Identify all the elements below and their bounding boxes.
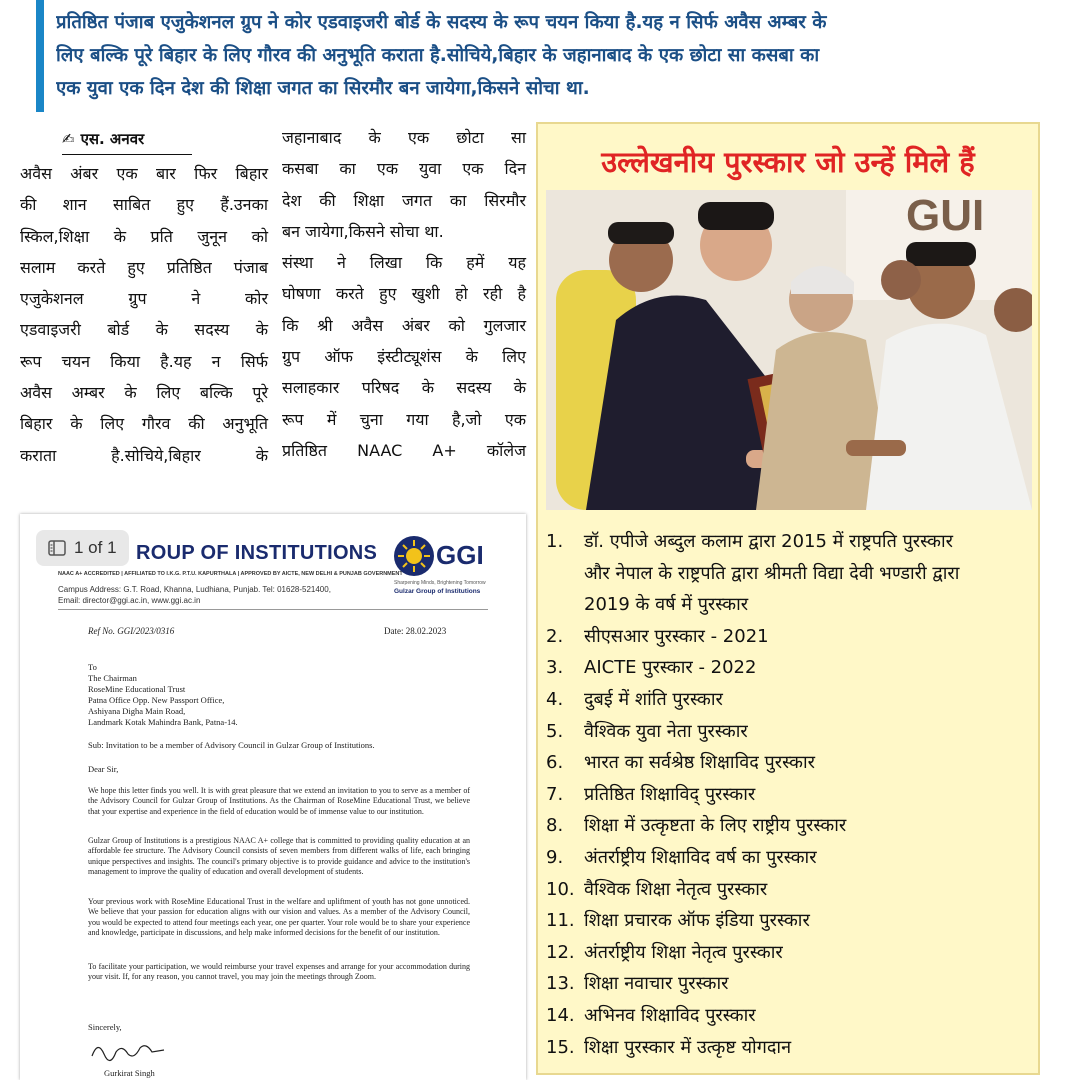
award-number: 13. <box>546 973 575 995</box>
award-item <box>546 747 1036 779</box>
award-number: 6. <box>546 752 564 774</box>
award-number: 1. <box>546 531 564 552</box>
banner-accent-bar <box>36 0 44 112</box>
article-line: एजुकेशनल ग्रुप ने कोर <box>20 289 268 309</box>
awards-title: उल्लेखनीय पुरस्कार जो उन्हें मिले हैं <box>601 145 975 179</box>
award-text: प्रतिष्ठित शिक्षाविद् पुरस्कार <box>584 783 756 805</box>
award-text: अभिनव शिक्षाविद पुरस्कार <box>584 1004 756 1026</box>
award-text: डॉ. एपीजे अब्दुल कलाम द्वारा 2015 में राष्ट्रपति पुरस्कार और नेपाल के राष्ट्रपति द्वारा श्रीमती विद्या देवी भण्डारी द्वारा 2019 के वर्ष में पुरस्कार <box>584 531 960 616</box>
award-item <box>546 842 1036 874</box>
article-line: सलाम करते हुए प्रतिष्ठित पंजाब <box>20 257 268 277</box>
letter-paragraph: Gulzar Group of Institutions is a prestigious NAAC A+ college that is committed to providing quality education at an affordable fee structure. The Advisory Council consists of seven members from different walks of life, each bringing unique perspectives and insights. The council's primary objective is to provide guidance and advice to the institution's management to improve the quality of education and overall development of students. <box>88 836 470 876</box>
award-item <box>546 937 1036 969</box>
logo-tagline: Sharpening Minds, Brightening Tomorrow <box>394 580 486 586</box>
award-text: शिक्षा नवाचार पुरस्कार <box>584 973 729 995</box>
campus-address: Campus Address: G.T. Road, Khanna, Ludhiana, Punjab. Tel: 01628-521400, <box>58 585 331 594</box>
article-column-middle <box>282 122 526 466</box>
article-line: घोषणा करते हुए खुशी हो रही है <box>282 284 526 304</box>
article-line: कसबा का एक युवा एक दिन <box>282 159 526 179</box>
award-number: 3. <box>546 657 564 679</box>
invitation-letter <box>20 514 526 1080</box>
awards-panel <box>536 122 1040 1075</box>
award-text: शिक्षा में उत्कृष्टता के लिए राष्ट्रीय पुरस्कार <box>584 815 847 837</box>
letter-paragraph: Your previous work with RoseMine Educational Trust in the welfare and upliftment of youth has not gone unnoticed. We believe that your passion for education aligns with our vision and values. As a member of the Advisory Council, you would be expected to attend four meetings each year, one per quarter. Your role would be to share your experience and knowledge, participate in discussions, and help make informed decisions for the benefit of our institution. <box>88 897 470 937</box>
page-counter-label: 1 of 1 <box>74 538 117 557</box>
article-line: संस्था ने लिखा कि हमें यह <box>282 253 526 273</box>
award-item <box>546 779 1036 811</box>
article-line: प्रतिष्ठित NAAC A+ कॉलेज <box>282 440 526 460</box>
award-item <box>546 810 1036 842</box>
award-item <box>546 905 1036 937</box>
letter-greeting: Dear Sir, <box>88 764 119 774</box>
letterhead-title: ROUP OF INSTITUTIONS <box>136 542 378 564</box>
letter-paragraph: To facilitate your participation, we would reimburse your travel expenses and arrange for your accommodation during your visit. If, for any reason, you cannot travel, you may join the meetings through Zoom. <box>88 962 470 982</box>
award-number: 2. <box>546 625 564 647</box>
award-number: 14. <box>546 1004 575 1026</box>
article-line: कि श्री अवैस अंबर को गुलजार <box>282 315 526 335</box>
accreditation-line: NAAC A+ ACCREDITED | AFFILIATED TO I.K.G. P.T.U. KAPURTHALA | APPROVED BY AICTE, NEW DELHI & PUNJAB GOVERNMENT <box>58 571 403 577</box>
page-counter[interactable] <box>36 530 129 566</box>
letterhead-divider <box>58 609 488 610</box>
backdrop-text: GUI <box>906 191 985 240</box>
award-item <box>546 684 1036 716</box>
signer-name: Gurkirat Singh <box>104 1068 155 1078</box>
reference-number: Ref No. GGI/2023/0316 <box>88 626 175 636</box>
award-item <box>546 621 1036 653</box>
byline-underline <box>62 154 192 155</box>
top-banner <box>0 0 1080 112</box>
award-number: 5. <box>546 720 564 742</box>
award-number: 7. <box>546 783 564 805</box>
signature-icon <box>88 1036 168 1066</box>
award-number: 8. <box>546 815 564 837</box>
award-number: 11. <box>546 910 575 932</box>
award-text: शिक्षा पुरस्कार में उत्कृष्ट योगदान <box>584 1036 792 1058</box>
award-item <box>546 1032 1036 1064</box>
letter-date: Date: 28.02.2023 <box>384 626 447 636</box>
award-number: 12. <box>546 941 575 963</box>
award-text: अंतर्राष्ट्रीय शिक्षा नेतृत्व पुरस्कार <box>584 941 783 963</box>
photo-illustration <box>546 190 1032 510</box>
award-text: AICTE पुरस्कार - 2022 <box>584 657 757 679</box>
award-text: वैश्विक युवा नेता पुरस्कार <box>584 720 748 742</box>
award-number: 4. <box>546 688 564 710</box>
article-line: रूप में चुना गया है,जो एक <box>282 409 526 429</box>
award-item <box>546 526 1036 621</box>
article-line: बिहार के लिए गौरव की अनुभूति <box>20 414 268 434</box>
author-name: एस. अनवर <box>80 130 145 148</box>
article-line: अवैस अम्बर के लिए बल्कि पूरे <box>20 383 268 403</box>
award-item <box>546 968 1036 1000</box>
article-line: सलाहकार परिषद के सदस्य के <box>282 378 526 398</box>
award-text: भारत का सर्वश्रेष्ठ शिक्षाविद पुरस्कार <box>584 752 815 774</box>
banner-text <box>56 6 1056 105</box>
letter-closing: Sincerely, <box>88 1022 122 1032</box>
award-ceremony-photo <box>546 190 1032 510</box>
article-line: रूप चयन किया है.यह न सिर्फ <box>20 351 268 371</box>
award-text: सीएसआर पुरस्कार - 2021 <box>584 625 769 647</box>
award-item <box>546 874 1036 906</box>
award-text: वैश्विक शिक्षा नेतृत्व पुरस्कार <box>584 878 768 900</box>
article-line: जहानाबाद के एक छोटा सा <box>282 128 526 147</box>
recipient-address: To The Chairman RoseMine Educational Trust Patna Office Opp. New Passport Office, Ashiyana Digha Main Road, Landmark Kotak Mahindra Bank, Patna-14. <box>88 662 238 727</box>
letter-paragraph: We hope this letter finds you well. It is with great pleasure that we extend an invitation to you to serve as a member of the Advisory Council for Gulzar Group of Institutions. As the Chairman of RoseMine Educational Trust, we believe that your expertise and experience in the field of education would be of immense value to our institution. <box>88 786 470 816</box>
award-number: 10. <box>546 878 575 900</box>
ggi-emblem-icon <box>394 536 434 576</box>
article-line: ग्रुप ऑफ इंस्टीट्यूशंस के लिए <box>282 347 526 367</box>
award-item <box>546 716 1036 748</box>
logo-org-name: Gulzar Group of Institutions <box>394 588 481 595</box>
award-text: अंतर्राष्ट्रीय शिक्षाविद वर्ष का पुरस्कार <box>584 846 817 868</box>
byline <box>62 126 144 152</box>
award-number: 15. <box>546 1036 575 1058</box>
page-list-icon <box>48 540 66 556</box>
banner-line: प्रतिष्ठित पंजाब एजुकेशनल ग्रुप ने कोर एडवाइजरी बोर्ड के सदस्य के रूप चयन किया है.यह न सिर्फ अवैस अम्बर के <box>56 12 827 33</box>
letter-subject: Sub: Invitation to be a member of Advisory Council in Gulzar Group of Institutions. <box>88 740 375 750</box>
contact-email: Email: director@ggi.ac.in, www.ggi.ac.in <box>58 596 201 605</box>
award-item <box>546 652 1036 684</box>
award-item <box>546 1000 1036 1032</box>
award-number: 9. <box>546 846 564 868</box>
article-line: स्किल,शिक्षा के प्रति जुनून को <box>20 226 268 246</box>
article-line: अवैस अंबर एक बार फिर बिहार <box>20 164 268 183</box>
banner-line: लिए बल्कि पूरे बिहार के लिए गौरव की अनुभूति कराता है.सोचिये,बिहार के जहानाबाद के एक छोटा सा कसबा का <box>56 45 820 66</box>
article-column-left <box>20 158 268 471</box>
article-line: एडवाइजरी बोर्ड के सदस्य के <box>20 320 268 340</box>
awards-list <box>546 526 1036 1063</box>
article-line: देश की शिक्षा जगत का सिरमौर <box>282 190 526 210</box>
ggi-logo <box>394 536 490 608</box>
article-line: बन जायेगा,किसने सोचा था. <box>282 221 444 241</box>
award-text: दुबई में शांति पुरस्कार <box>584 688 723 710</box>
banner-line: एक युवा एक दिन देश की शिक्षा जगत का सिरमौर बन जायेगा,किसने सोचा था. <box>56 78 590 99</box>
article-line: कराता है.सोचिये,बिहार के <box>20 445 268 465</box>
logo-text: GGI <box>436 540 484 570</box>
pen-icon: ✍ <box>62 130 75 148</box>
article-line: की शान साबित हुए हैं.उनका <box>20 195 268 215</box>
award-text: शिक्षा प्रचारक ऑफ इंडिया पुरस्कार <box>584 910 810 932</box>
